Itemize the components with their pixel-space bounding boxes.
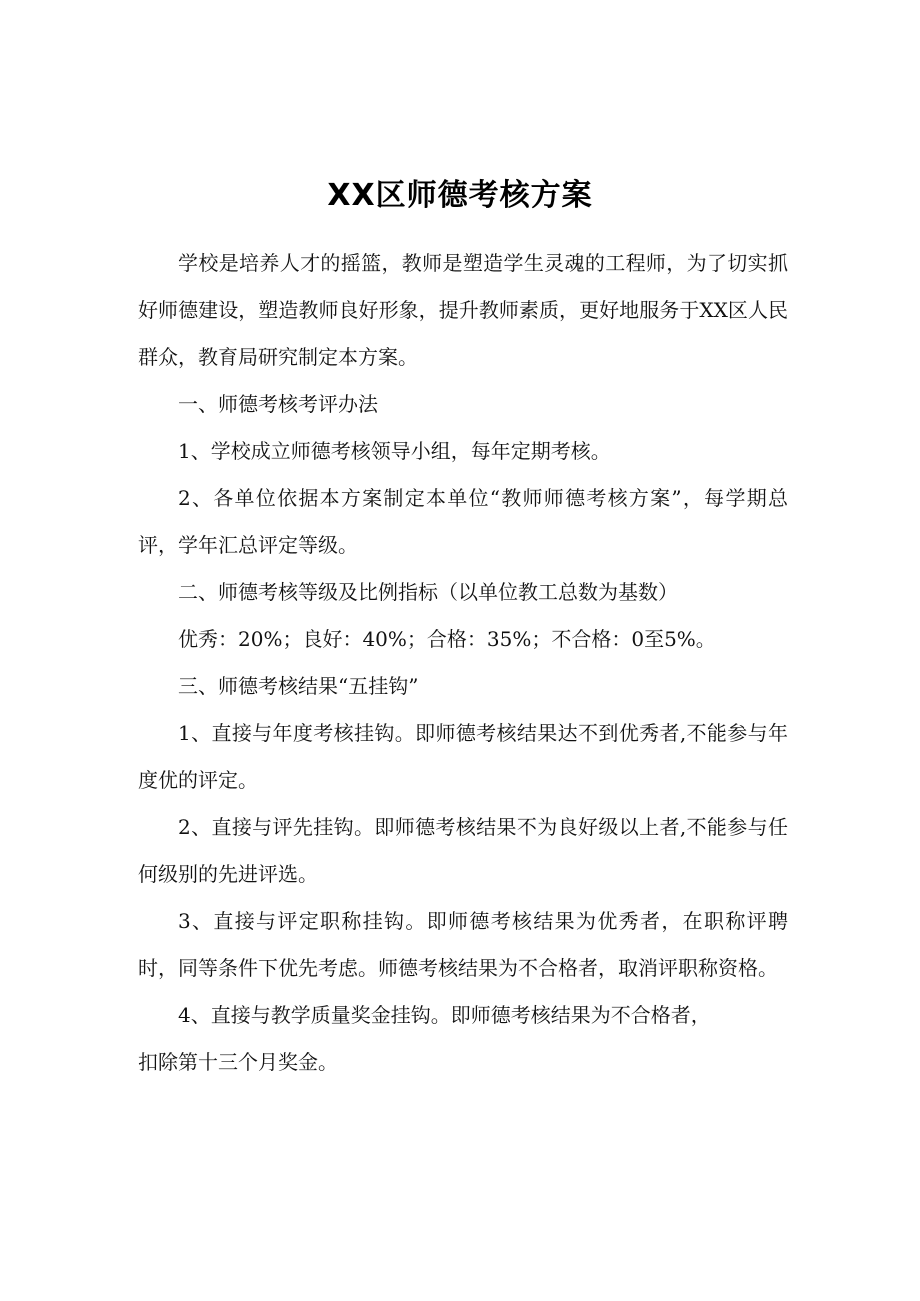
document-body xyxy=(138,240,788,1086)
section-heading-1: 一、师德考核考评办法 xyxy=(178,392,378,416)
paragraph-continuation: 扣除第十三个月奖金。 xyxy=(138,1050,338,1074)
section-heading-3: 三、师德考核结果“五挂钩” xyxy=(178,674,419,698)
paragraph: 1、学校成立师德考核领导小组，每年定期考核。 xyxy=(178,439,611,463)
paragraph: 3、直接与评定职称挂钩。即师德考核结果为优秀者，在职称评聘时，同等条件下优先考虑。师德考核结果为不合格者，取消评职称资格。 xyxy=(138,909,788,980)
section-heading-2: 二、师德考核等级及比例指标（以单位教工总数为基数） xyxy=(178,580,678,604)
paragraph: 2、直接与评先挂钩。即师德考核结果不为良好级以上者,不能参与任何级别的先进评选。 xyxy=(138,815,788,886)
paragraph: 2、各单位依据本方案制定本单位“教师师德考核方案”，每学期总评，学年汇总评定等级。 xyxy=(138,486,788,557)
paragraph: 1、直接与年度考核挂钩。即师德考核结果达不到优秀者,不能参与年度优的评定。 xyxy=(138,721,788,792)
document-title: XX区师德考核方案 xyxy=(327,178,593,213)
paragraph: 4、直接与教学质量奖金挂钩。即师德考核结果为不合格者， xyxy=(178,1003,711,1027)
intro-paragraph: 学校是培养人才的摇篮，教师是塑造学生灵魂的工程师，为了切实抓好师德建设，塑造教师良好形象，提升教师素质，更好地服务于XX区人民群众，教育局研究制定本方案。 xyxy=(138,251,788,369)
grade-ratio-paragraph: 优秀：20%；良好：40%；合格：35%；不合格：0至5%。 xyxy=(178,627,716,651)
